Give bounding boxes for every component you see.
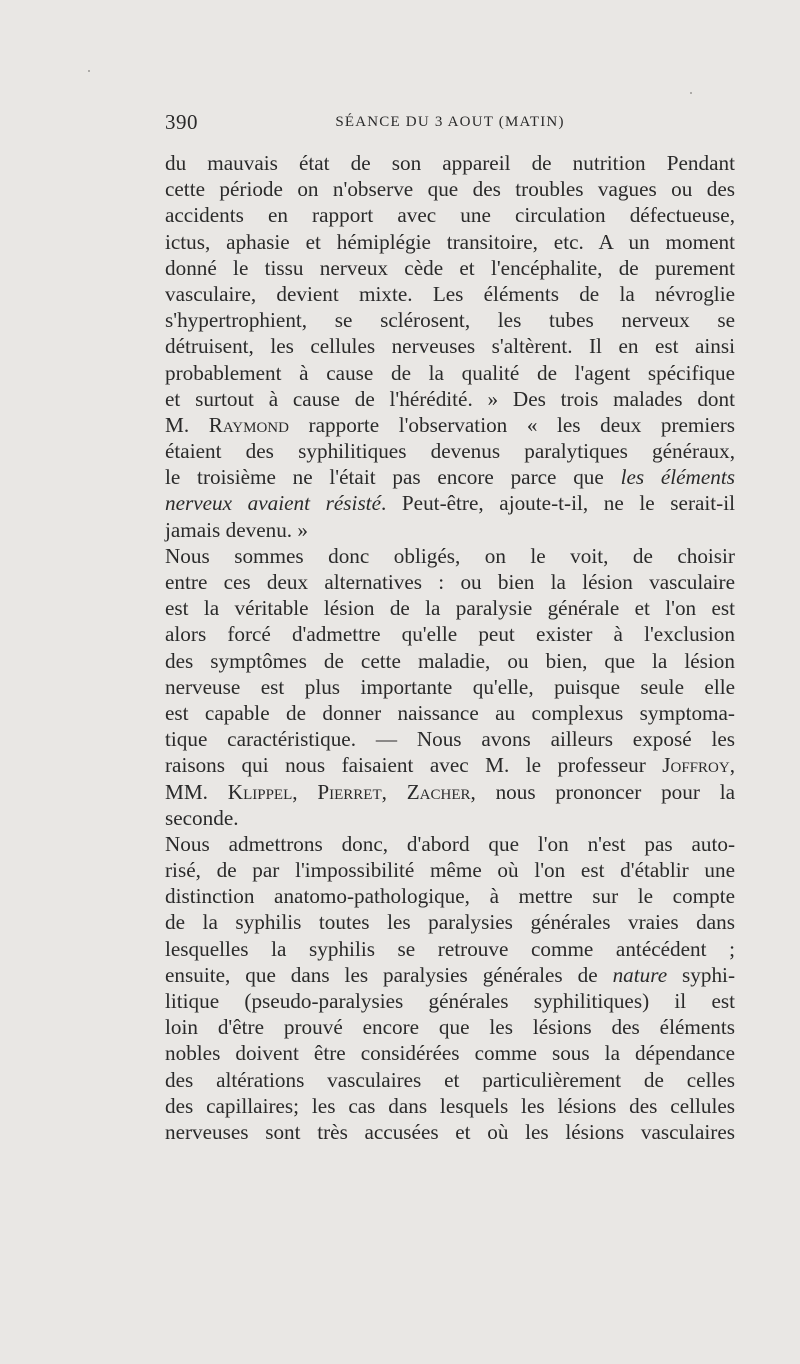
text-line: [165, 1014, 735, 1040]
text-line: [165, 752, 735, 778]
text-segment: risé, de par l'impossibilité même où l'on est d'établir une: [165, 858, 735, 883]
text-line: [165, 412, 735, 438]
text-line: [165, 1067, 735, 1093]
text-segment: cette période on n'observe que des troubles vagues ou des: [165, 177, 735, 202]
author-name: Pierret: [317, 779, 382, 804]
text-line: [165, 595, 735, 621]
running-title: SÉANCE DU 3 AOUT (MATIN): [335, 114, 565, 130]
text-line: [165, 648, 735, 674]
text-line: [165, 962, 735, 988]
paper-speck: [690, 92, 692, 94]
text-segment: des symptômes de cette maladie, ou bien, que la lésion: [165, 648, 735, 673]
author-name: Zacher: [406, 779, 471, 804]
text-line: [165, 176, 735, 202]
body-text: [165, 150, 735, 1145]
text-line: [165, 621, 735, 647]
text-line: [165, 936, 735, 962]
text-segment: alors forcé d'admettre qu'elle peut exister à l'exclusion: [165, 622, 735, 647]
text-segment: distinction anatomo-pathologique, à mettre sur le compte: [165, 884, 735, 909]
text-segment: rapporte l'observation « les deux premiers: [288, 412, 735, 437]
author-name: Joffroy: [662, 753, 730, 778]
text-line: [165, 805, 735, 831]
text-segment: de la syphilis toutes les paralysies générales vraies dans: [165, 910, 735, 935]
text-line: [165, 674, 735, 700]
text-line: [165, 1040, 735, 1066]
text-line: [165, 150, 735, 176]
text-line: [165, 909, 735, 935]
text-segment: tique caractéristique. — Nous avons ailleurs exposé les: [165, 727, 735, 752]
text-segment: , nous prononcer pour la: [470, 779, 736, 804]
text-segment: MM.: [165, 779, 228, 804]
text-segment: seconde.: [165, 805, 239, 830]
text-line: [165, 333, 735, 359]
text-line: [165, 255, 735, 281]
text-segment: nerveuse est plus importante qu'elle, puisque seule elle: [165, 674, 735, 699]
text-segment: . Peut-être, ajoute-t-il, ne le serait-il: [380, 491, 736, 516]
text-segment: s'hypertrophient, se sclérosent, les tubes nerveux se: [165, 308, 735, 333]
text-line: [165, 779, 735, 805]
text-line: [165, 360, 735, 386]
text-segment: Nous sommes donc obligés, on le voit, de choisir: [165, 543, 735, 568]
text-segment: syphi-: [667, 962, 736, 987]
text-line: [165, 857, 735, 883]
italic-text: nature: [612, 962, 668, 987]
text-segment: litique (pseudo-paralysies générales syphilitiques) il est: [165, 989, 735, 1013]
text-segment: entre ces deux alternatives : ou bien la lésion vasculaire: [165, 570, 735, 594]
italic-text: les éléments: [620, 465, 735, 490]
text-segment: nerveuses sont très accusées et où les lésions vasculaires: [165, 1119, 735, 1144]
text-segment: des capillaires; les cas dans lesquels les lésions des cellules: [165, 1093, 735, 1118]
text-segment: ensuite, que dans les paralysies générales de: [165, 962, 613, 987]
text-line: [165, 700, 735, 726]
text-segment: est la véritable lésion de la paralysie générale et l'on est: [165, 596, 735, 621]
text-line: [165, 386, 735, 412]
text-line: [165, 307, 735, 333]
text-segment: lesquelles la syphilis se retrouve comme antécédent ;: [165, 936, 735, 961]
text-segment: ,: [381, 779, 407, 804]
italic-text: nerveux avaient résisté: [165, 491, 381, 516]
text-line: [165, 988, 735, 1014]
text-segment: est capable de donner naissance au complexus symptoma-: [165, 700, 735, 725]
text-line: [165, 281, 735, 307]
text-line: [165, 831, 735, 857]
text-segment: loin d'être prouvé encore que les lésions des éléments: [165, 1015, 735, 1040]
text-line: [165, 438, 735, 464]
text-segment: et surtout à cause de l'hérédité. » Des trois malades dont: [165, 386, 735, 411]
text-segment: jamais devenu. »: [165, 517, 308, 542]
text-segment: ,: [292, 779, 318, 804]
text-segment: Nous admettrons donc, d'abord que l'on n'est pas auto-: [165, 831, 735, 856]
text-segment: étaient des syphilitiques devenus paralytiques généraux,: [165, 439, 735, 464]
text-line: [165, 517, 735, 543]
text-line: [165, 464, 735, 490]
text-line: [165, 543, 735, 569]
text-segment: ictus, aphasie et hémiplégie transitoire, etc. A un moment: [165, 229, 735, 254]
text-line: [165, 229, 735, 255]
text-segment: raisons qui nous faisaient avec M. le professeur: [165, 753, 663, 778]
text-line: [165, 1093, 735, 1119]
text-segment: donné le tissu nerveux cède et l'encéphalite, de purement: [165, 255, 735, 280]
text-line: [165, 726, 735, 752]
text-line: [165, 490, 735, 516]
text-line: [165, 1119, 735, 1145]
text-segment: détruisent, les cellules nerveuses s'altèrent. Il en est ainsi: [165, 334, 735, 359]
text-segment: du mauvais état de son appareil de nutrition Pendant: [165, 151, 735, 175]
text-line: [165, 883, 735, 909]
paper-speck: [88, 70, 90, 72]
text-segment: vasculaire, devient mixte. Les éléments de la névroglie: [165, 281, 735, 306]
text-segment: nobles doivent être considérées comme sous la dépendance: [165, 1041, 735, 1066]
text-segment: le troisième ne l'était pas encore parce que: [165, 465, 621, 490]
text-line: [165, 202, 735, 228]
page-number: 390: [165, 110, 198, 134]
text-segment: M.: [165, 412, 209, 437]
text-line: [165, 569, 735, 595]
text-segment: des altérations vasculaires et particulièrement de celles: [165, 1067, 735, 1092]
author-name: Raymond: [208, 412, 289, 437]
text-segment: probablement à cause de la qualité de l'agent spécifique: [165, 360, 735, 385]
text-segment: accidents en rapport avec une circulation défectueuse,: [165, 203, 735, 228]
author-name: Klippel: [227, 779, 293, 804]
text-segment: ,: [729, 753, 735, 778]
running-head: [165, 110, 735, 136]
